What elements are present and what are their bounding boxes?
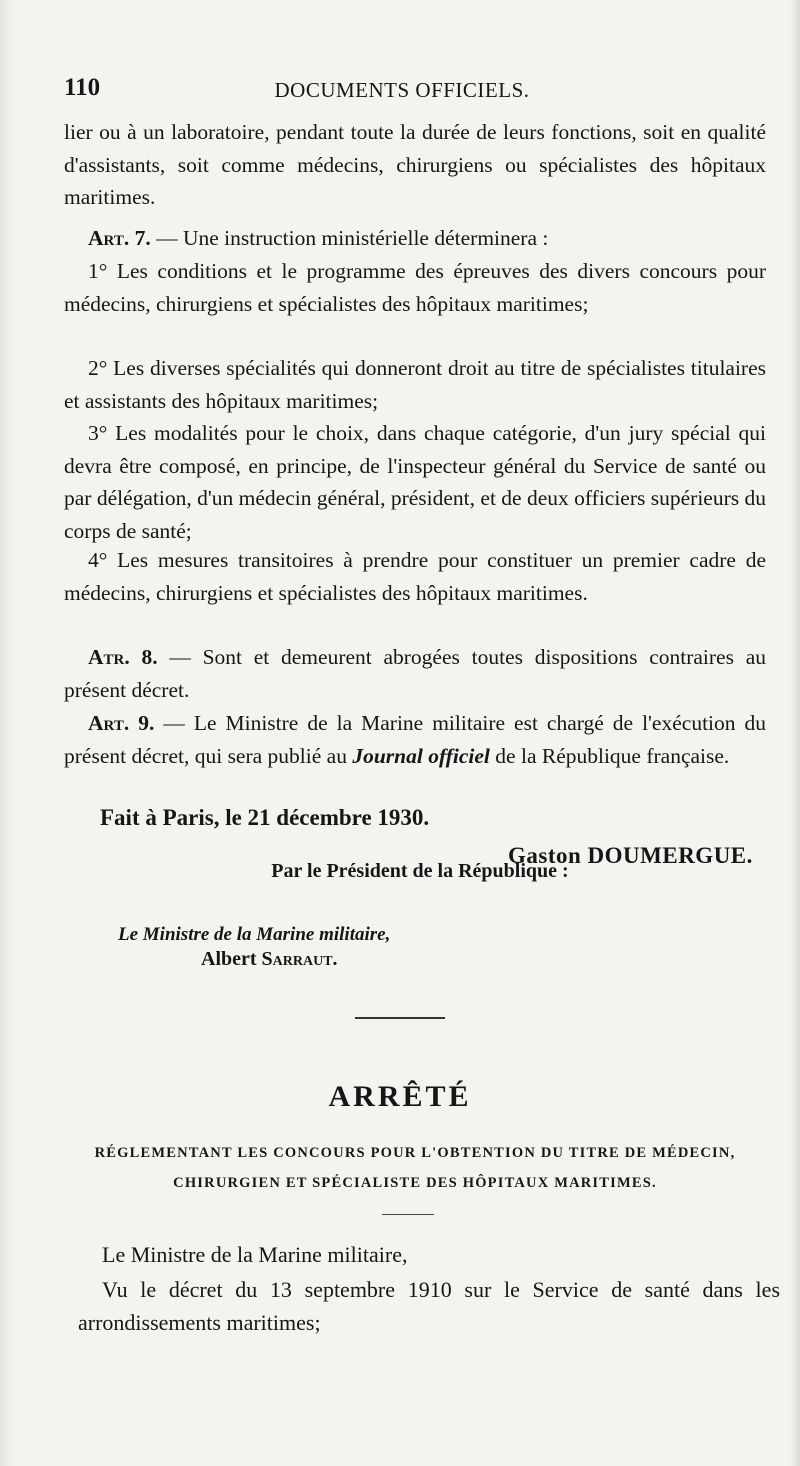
- section-divider: [355, 1017, 445, 1019]
- article-7: [64, 222, 766, 255]
- article-8-text: — Sont et demeurent abrogées toutes dispositions contraires au présent décret.: [64, 645, 766, 702]
- arrete-line-1: Le Ministre de la Marine militaire,: [102, 1242, 408, 1267]
- decree-continuation: lier ou à un laboratoire, pendant toute la durée de leurs fonctions, soit en qualité d'assistants, soit comme médecins, chirurgiens ou spécialistes des hôpitaux maritimes.: [64, 120, 766, 209]
- page-shadow-right: [790, 0, 800, 1466]
- journal-officiel: Journal officiel: [352, 743, 490, 768]
- article-8-label: Atr. 8.: [88, 645, 158, 669]
- article-7-text: — Une instruction ministérielle déterminera :: [150, 226, 549, 250]
- subtitle-divider: [382, 1214, 434, 1215]
- article-9-label: Art. 9.: [88, 711, 155, 735]
- signing-place-date: Fait à Paris, le 21 décembre 1930.: [100, 805, 430, 830]
- signature-president: Gaston DOUMERGUE.: [508, 843, 753, 868]
- article-7-item-1: 1° Les conditions et le programme des épreuves des divers concours pour médecins, chirurgiens et spécialistes des hôpitaux maritimes;: [64, 259, 766, 316]
- by-president-line: Par le Président de la République :: [271, 860, 569, 882]
- article-8: [64, 641, 766, 706]
- arrete-subtitle: RÉGLEMENTANT LES CONCOURS POUR L'OBTENTION DU TITRE DE MÉDECIN, CHIRURGIEN ET SPÉCIALISTE DES HÔPITAUX MARITIMES.: [94, 1145, 736, 1191]
- page-number: 110: [64, 74, 101, 101]
- article-7-item-2: 2° Les diverses spécialités qui donneront droit au titre de spécialistes titulaires et assistants des hôpitaux maritimes;: [64, 356, 766, 413]
- article-9: [64, 707, 766, 772]
- arrete-line-2: Vu le décret du 13 septembre 1910 sur le Service de santé dans les arrondissements maritimes;: [78, 1277, 780, 1335]
- article-7-item-4: 4° Les mesures transitoires à prendre pour constituer un premier cadre de médecins, chirurgiens et spécialistes des hôpitaux maritimes.: [64, 548, 766, 605]
- minister-title: Le Ministre de la Marine militaire,: [118, 924, 391, 945]
- page-header: [64, 74, 740, 108]
- article-9-text-after: de la République française.: [489, 743, 730, 768]
- article-7-item-3: 3° Les modalités pour le choix, dans chaque catégorie, d'un jury spécial qui devra être composé, en principe, de l'inspecteur général du Service de santé ou par délégation, d'un médecin général, président, et de deux officiers supérieurs du corps de santé;: [64, 421, 766, 543]
- minister-surname: Sarraut.: [261, 948, 338, 970]
- article-7-label: Art. 7.: [88, 226, 151, 250]
- minister-name: Albert Sarraut.: [201, 948, 338, 970]
- arrete-title: ARRÊTÉ: [328, 1080, 472, 1113]
- page-shadow-left: [0, 0, 14, 1466]
- article-9-text-before: — Le Ministre de la Marine militaire est chargé de l'exécution du présent décret, qui sera publié au: [64, 711, 767, 768]
- running-head: DOCUMENTS OFFICIELS.: [274, 78, 530, 102]
